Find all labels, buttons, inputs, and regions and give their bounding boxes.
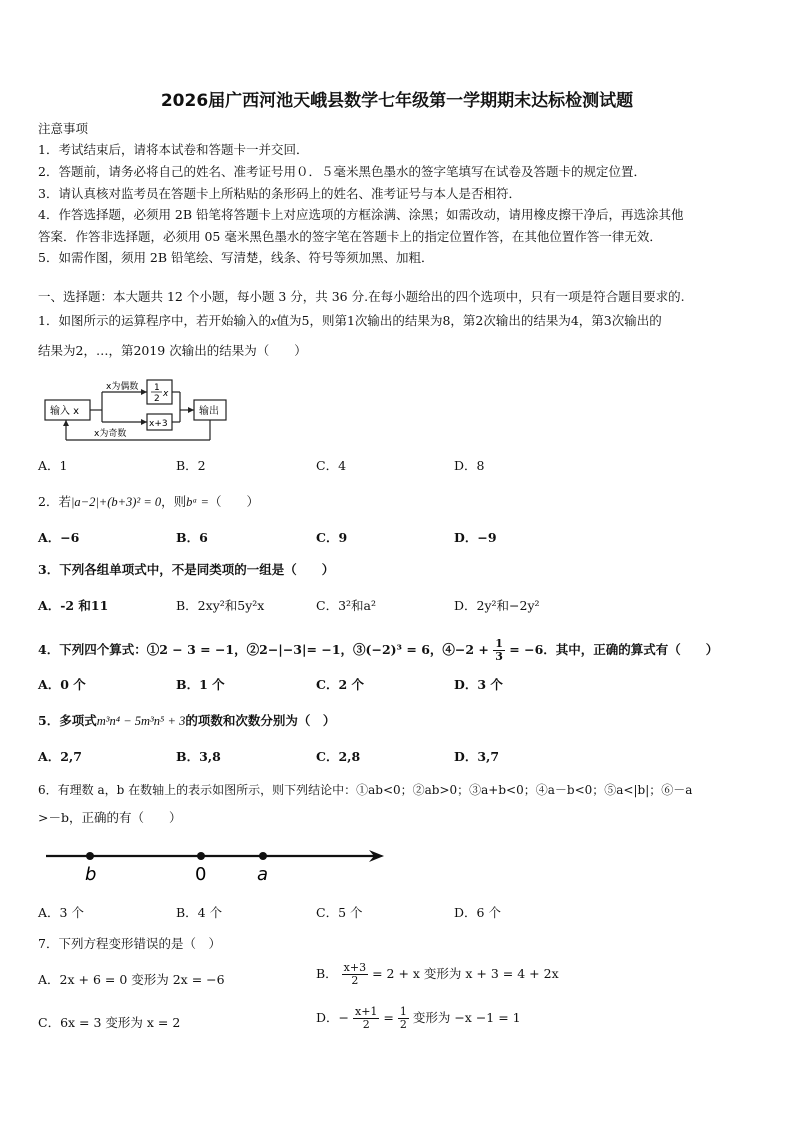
q7-optb-den: 2 [351, 974, 359, 987]
q1-var-x: x [270, 314, 277, 328]
q7-option-c[interactable]: C．6x = 3 变形为 x = 2 [38, 1015, 181, 1030]
q3-stem: 3．下列各组单项式中，不是同类项的一组是（ ） [38, 562, 335, 577]
q5-stem-b: 的项数和次数分别为（ ） [185, 713, 336, 728]
q6-option-d[interactable]: D．6 个 [454, 905, 501, 920]
q7-optd-den2: 2 [399, 1018, 407, 1031]
q1-flowchart [44, 378, 234, 446]
q2-stem-a: 2．若 [38, 494, 71, 509]
flow-output-label: 输出 [199, 406, 219, 417]
notice-item-1: 1．考试结束后，请将本试卷和答题卡一并交回． [38, 142, 309, 157]
q6-option-b[interactable]: B．4 个 [176, 905, 223, 920]
q7-optd-num2: 1 [399, 1005, 407, 1018]
notice-item-4: 4．作答选择题，必须用 2B 铅笔将答题卡上对应选项的方框涂满、涂黑；如需改动，请用橡皮擦干净后，再选涂其他 [38, 207, 684, 222]
q4-option-c[interactable]: C．2 个 [316, 677, 364, 692]
q6-stem-line2: >－b，正确的有（ ） [38, 810, 182, 825]
axis-label-zero: 0 [195, 864, 207, 885]
q5-stem [38, 713, 335, 729]
q5-option-c[interactable]: C．2,8 [316, 749, 361, 764]
q7-option-d[interactable] [316, 1006, 521, 1031]
q5-expr: m³n⁴ − 5m³n⁵ + 3 [96, 714, 186, 728]
q6-number-line [44, 842, 389, 888]
notice-item-3: 3．请认真核对监考员在答题卡上所粘贴的条形码上的姓名、准考证号与本人是否相符． [38, 186, 521, 201]
q2-option-b[interactable]: B．6 [176, 530, 208, 545]
q7-optd-prefix: D．− [316, 1010, 349, 1025]
q3-option-b[interactable]: B．2xy²和5y²x [176, 598, 265, 613]
notice-item-2: 2．答题前，请务必将自己的姓名、准考证号用０．５毫米黑色墨水的签字笔填写在试卷及答题卡的规定位置． [38, 164, 646, 179]
q7-optd-num: x+1 [354, 1005, 378, 1018]
q4-option-b[interactable]: B．1 个 [176, 677, 225, 692]
flow-half-den: 2 [154, 394, 160, 404]
q7-optd-equals: = [383, 1010, 394, 1025]
q5-option-a[interactable]: A．2,7 [38, 749, 82, 764]
flow-half-num: 1 [154, 383, 160, 393]
q1-stem-line2: 结果为2，…，第2019 次输出的结果为（ ） [38, 343, 307, 358]
q7-option-b[interactable] [316, 962, 559, 987]
q2-expr2: bᵃ = [186, 495, 209, 509]
q7-option-a[interactable]: A．2x + 6 = 0 变形为 2x = −6 [38, 972, 225, 987]
point-zero [197, 852, 205, 860]
q7-optd-fraction-2 [398, 1006, 409, 1031]
flow-even-label: x为偶数 [106, 382, 139, 392]
q1-option-c[interactable]: C．4 [316, 458, 347, 473]
q4-frac-num: 1 [495, 637, 503, 650]
q2-option-d[interactable]: D．−9 [454, 530, 497, 545]
flow-odd-label: x为奇数 [94, 429, 127, 439]
q4-stem-a: 4．下列四个算式：①2 − 3 = −1，②2−|−3|= −1，③(−2)³ = 6，④−2 + [38, 642, 489, 657]
q5-stem-a: 5．多项式 [38, 713, 97, 728]
q7-optd-fraction-1 [353, 1006, 379, 1031]
q3-option-c[interactable]: C．3²和a² [316, 598, 376, 613]
q4-fraction [493, 638, 505, 663]
q4-frac-den: 3 [495, 650, 503, 663]
q1-option-a[interactable]: A．1 [38, 458, 68, 473]
q7-optb-num: x+3 [343, 961, 367, 974]
q5-option-b[interactable]: B．3,8 [176, 749, 221, 764]
axis-label-b: b [85, 864, 97, 885]
flow-half-var: x [163, 389, 169, 399]
notice-item-4-cont: 答案．作答非选择题，必须用 05 毫米黑色墨水的签字笔在答题卡上的指定位置作答，在其他位置作答一律无效． [38, 229, 662, 244]
q7-optd-den: 2 [362, 1018, 370, 1031]
q1-option-b[interactable]: B．2 [176, 458, 206, 473]
q2-option-a[interactable]: A．−6 [38, 530, 80, 545]
flow-input-label: 输入 x [50, 406, 80, 417]
q7-optd-rest: 变形为 −x −1 = 1 [412, 1010, 521, 1025]
q7-optb-fraction [342, 962, 368, 987]
q4-stem-b: = −6．其中，正确的算式有（ ） [509, 642, 719, 657]
q3-option-d[interactable]: D．2y²和−2y² [454, 598, 540, 613]
notice-heading: 注意事项 [38, 121, 89, 136]
flow-plus3-label: x+3 [149, 419, 168, 429]
q6-option-c[interactable]: C．5 个 [316, 905, 363, 920]
q2-expr: |a−2|+(b+3)² = 0 [70, 495, 162, 509]
q6-option-a[interactable]: A．3 个 [38, 905, 84, 920]
page-title: 2026届广西河池天峨县数学七年级第一学期期末达标检测试题 [160, 91, 634, 111]
section-heading: 一、选择题：本大题共 12 个小题，每小题 3 分，共 36 分.在每小题给出的四个选项中，只有一项是符合题目要求的. [38, 289, 685, 304]
q1-stem-b: 值为5，则第1次输出的结果为8，第2次输出的结果为4，第3次输出的 [276, 313, 662, 328]
q5-option-d[interactable]: D．3,7 [454, 749, 500, 764]
q4-option-a[interactable]: A．0 个 [38, 677, 86, 692]
q4-stem [38, 638, 718, 663]
point-a [259, 852, 267, 860]
point-b [86, 852, 94, 860]
q3-option-a[interactable]: A．-2 和11 [38, 598, 109, 613]
q2-stem [38, 494, 259, 510]
q1-stem-line1 [38, 313, 662, 329]
notice-item-5: 5．如需作图，须用 2B 铅笔绘、写清楚，线条、符号等须加黑、加粗． [38, 250, 434, 265]
q6-stem-line1: 6．有理数 a，b 在数轴上的表示如图所示，则下列结论中：①ab<0；②ab>0；③a+b<0；④a－b<0；⑤a<|b|；⑥－a [38, 783, 693, 797]
q7-optb-prefix: B． [316, 966, 338, 981]
q2-stem-b: ，则 [161, 494, 187, 509]
q7-optb-rest: = 2 + x 变形为 x + 3 = 4 + 2x [372, 966, 559, 981]
q7-stem: 7．下列方程变形错误的是（ ） [38, 936, 221, 951]
axis-label-a: a [257, 864, 269, 885]
q1-stem-a: 1．如图所示的运算程序中，若开始输入的 [38, 313, 271, 328]
q4-option-d[interactable]: D．3 个 [454, 677, 503, 692]
q2-stem-c: （ ） [208, 494, 259, 509]
q1-option-d[interactable]: D．8 [454, 458, 485, 473]
q2-option-c[interactable]: C．9 [316, 530, 348, 545]
